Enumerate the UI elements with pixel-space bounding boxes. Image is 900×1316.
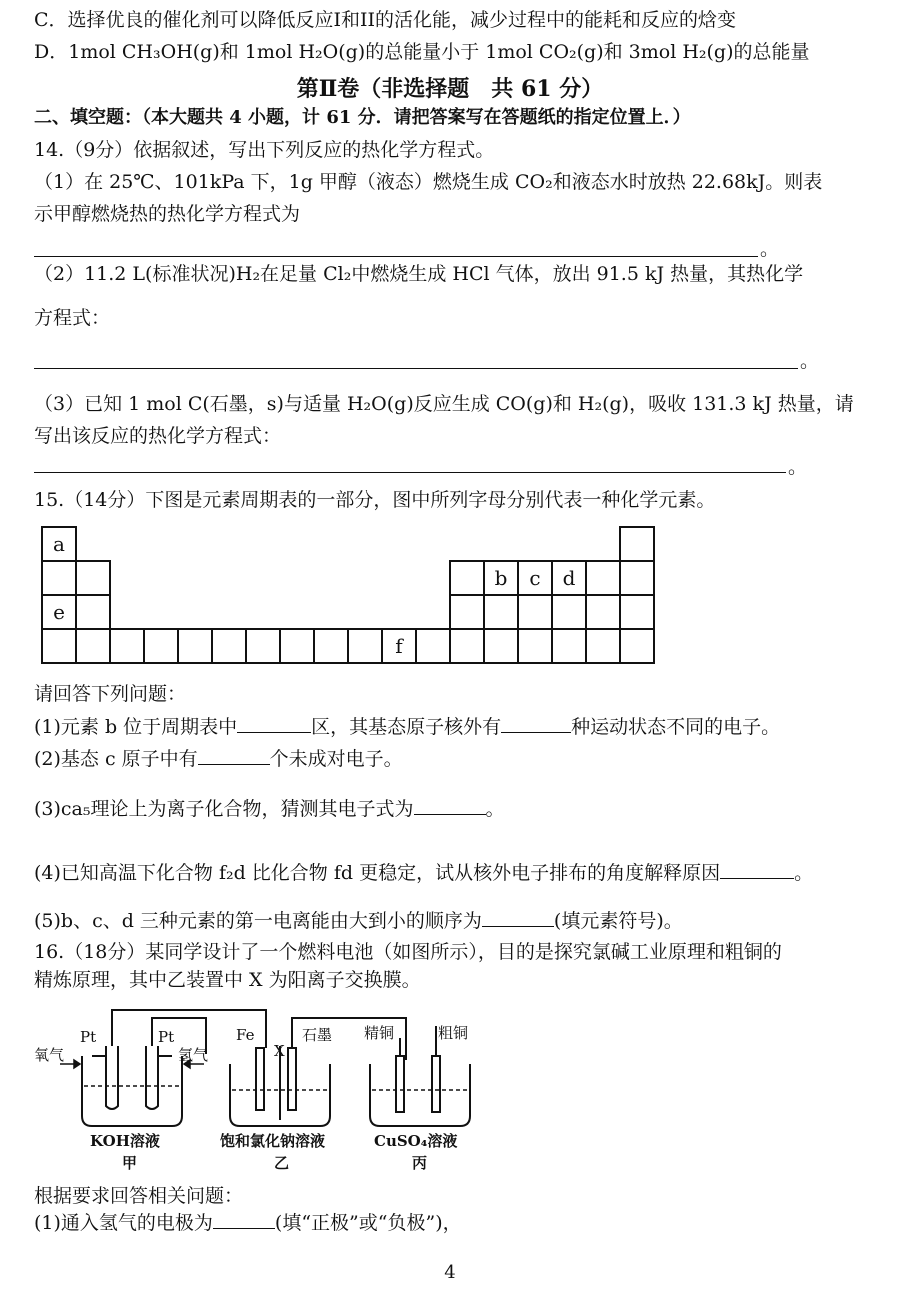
cell-b: b: [484, 561, 518, 595]
label-fe: Fe: [236, 1026, 255, 1044]
cell: [416, 629, 450, 663]
cell: [484, 629, 518, 663]
cell: [178, 629, 212, 663]
cell: [620, 561, 654, 595]
q15-sub3-blank[interactable]: [414, 796, 486, 815]
q15-sub1-blank-1[interactable]: [237, 714, 311, 733]
q16-stem-line2: 精炼原理，其中乙装置中 X 为阳离子交换膜。: [34, 969, 421, 991]
q15-sub1-blank-2[interactable]: [501, 714, 571, 733]
part2-heading: 二、填空题：（本大题共 4 小题，计 61 分．请把答案写在答题纸的指定位置上．）: [34, 107, 691, 128]
pt-electrode-left: [106, 1046, 118, 1109]
q16-prompt: 根据要求回答相关问题：: [34, 1185, 244, 1207]
label-hydrogen: 氢气: [178, 1046, 209, 1064]
cell: [212, 629, 246, 663]
q16-stem-line1: 16.（18分）某同学设计了一个燃料电池（如图所示），目的是探究氯碱工业原理和粗铜的: [34, 941, 782, 963]
q15-sub5: (5)b、c、d 三种元素的第一电离能由大到小的顺序为 (填元素符号)。: [34, 910, 683, 932]
cell: [620, 595, 654, 629]
cell: [314, 629, 348, 663]
q14-stem: 14.（9分）依据叙述，写出下列反应的热化学方程式。: [34, 139, 495, 161]
q15-sub4: (4)已知高温下化合物 f₂d 比化合物 fd 更稳定，试从核外电子排布的角度解释原因 。: [34, 862, 814, 884]
label-bing: 丙: [412, 1154, 428, 1172]
q15-sub4-blank[interactable]: [720, 860, 794, 879]
label-cuso4: CuSO₄溶液: [374, 1132, 458, 1150]
fe-electrode: [256, 1048, 264, 1110]
cell: [76, 561, 110, 595]
cell: [450, 595, 484, 629]
option-c: C．选择优良的催化剂可以降低反应I和II的活化能，减少过程中的能耗和反应的焓变: [34, 9, 737, 31]
cell-c: c: [518, 561, 552, 595]
q16-sub1-blank[interactable]: [213, 1210, 275, 1229]
cell: [348, 629, 382, 663]
cell: [552, 629, 586, 663]
cell: [144, 629, 178, 663]
q14-sub3-answer-blank[interactable]: [34, 472, 786, 473]
label-yi: 乙: [274, 1154, 290, 1172]
q15-sub2: (2)基态 c 原子中有 个未成对电子。: [34, 748, 403, 770]
label-graphite: 石墨: [302, 1026, 333, 1044]
q14-sub2-line1: （2）11.2 L(标准状况)H₂在足量 Cl₂中燃烧生成 HCl 气体，放出 91.5 kJ 热量，其热化学: [34, 263, 804, 285]
cell: [518, 629, 552, 663]
label-x: X: [274, 1042, 285, 1060]
cell: [42, 561, 76, 595]
section-title: 第Ⅱ卷（非选择题 共 61 分）: [296, 76, 604, 102]
beaker-jia: [82, 1056, 182, 1126]
q14-sub1-answer-blank[interactable]: [34, 256, 758, 257]
q15-stem: 15.（14分）下图是元素周期表的一部分，图中所列字母分别代表一种化学元素。: [34, 489, 716, 511]
label-nacl: 饱和氯化钠溶液: [220, 1132, 326, 1150]
q16-sub1: (1)通入氢气的电极为 (填“正极”或“负极”)，: [34, 1212, 462, 1234]
option-d: D．1mol CH₃OH(g)和 1mol H₂O(g)的总能量小于 1mol CO₂(g)和 3mol H₂(g)的总能量: [34, 41, 810, 63]
q15-sub1: (1)元素 b 位于周期表中 区，其基态原子核外有 种运动状态不同的电子。: [34, 716, 781, 738]
q14-sub2-period: 。: [800, 350, 820, 372]
cell: [450, 629, 484, 663]
q15-sub3: (3)ca₅理论上为离子化合物，猜测其电子式为 。: [34, 798, 505, 820]
q14-sub1-line1: （1）在 25℃、101kPa 下，1g 甲醇（液态）燃烧生成 CO₂和液态水时放热 22.68kJ。则表: [34, 171, 823, 193]
q14-sub2-line2: 方程式：: [34, 307, 111, 329]
label-koh: KOH溶液: [90, 1132, 160, 1150]
cell-e: e: [42, 595, 76, 629]
q14-sub1-period: 。: [760, 238, 780, 260]
q15-prompt: 请回答下列问题：: [34, 683, 187, 705]
q14-sub2-answer-blank[interactable]: [34, 368, 798, 369]
cell-a: a: [42, 527, 76, 561]
cell: [586, 629, 620, 663]
cell: [552, 595, 586, 629]
pure-copper-electrode: [396, 1056, 404, 1112]
label-pt-right: Pt: [158, 1028, 175, 1046]
cell: [76, 629, 110, 663]
q15-sub5-blank[interactable]: [482, 908, 554, 927]
cell: [484, 595, 518, 629]
label-oxygen: 氧气: [34, 1046, 65, 1064]
cell: [246, 629, 280, 663]
q14-sub3-line1: （3）已知 1 mol C(石墨，s)与适量 H₂O(g)反应生成 CO(g)和 H₂(g)，吸收 131.3 kJ 热量，请: [34, 393, 854, 415]
label-crude-copper: 粗铜: [438, 1024, 469, 1042]
graphite-electrode: [288, 1048, 296, 1110]
label-pure-copper: 精铜: [364, 1024, 395, 1042]
cell: [42, 629, 76, 663]
crude-copper-electrode: [432, 1056, 440, 1112]
label-jia: 甲: [122, 1154, 138, 1172]
page-number: 4: [444, 1262, 456, 1283]
periodic-table-fragment: [41, 526, 655, 664]
cell: [76, 595, 110, 629]
cell: [586, 561, 620, 595]
q14-sub3-line2: 写出该反应的热化学方程式：: [34, 425, 282, 447]
pt-electrode-right: [146, 1046, 158, 1109]
cell-d: d: [552, 561, 586, 595]
cell: [620, 629, 654, 663]
label-pt-left: Pt: [80, 1028, 97, 1046]
cell: [450, 561, 484, 595]
beaker-bing: [370, 1064, 470, 1126]
electrochemistry-apparatus-diagram: [34, 998, 494, 1178]
cell-f: f: [382, 629, 416, 663]
q14-sub3-period: 。: [788, 456, 808, 478]
cell: [518, 595, 552, 629]
q14-sub1-line2: 示甲醇燃烧热的热化学方程式为: [34, 203, 301, 225]
cell: [110, 629, 144, 663]
cell: [280, 629, 314, 663]
cell-noble-gas-1: [620, 527, 654, 561]
q15-sub2-blank[interactable]: [198, 746, 270, 765]
cell: [586, 595, 620, 629]
